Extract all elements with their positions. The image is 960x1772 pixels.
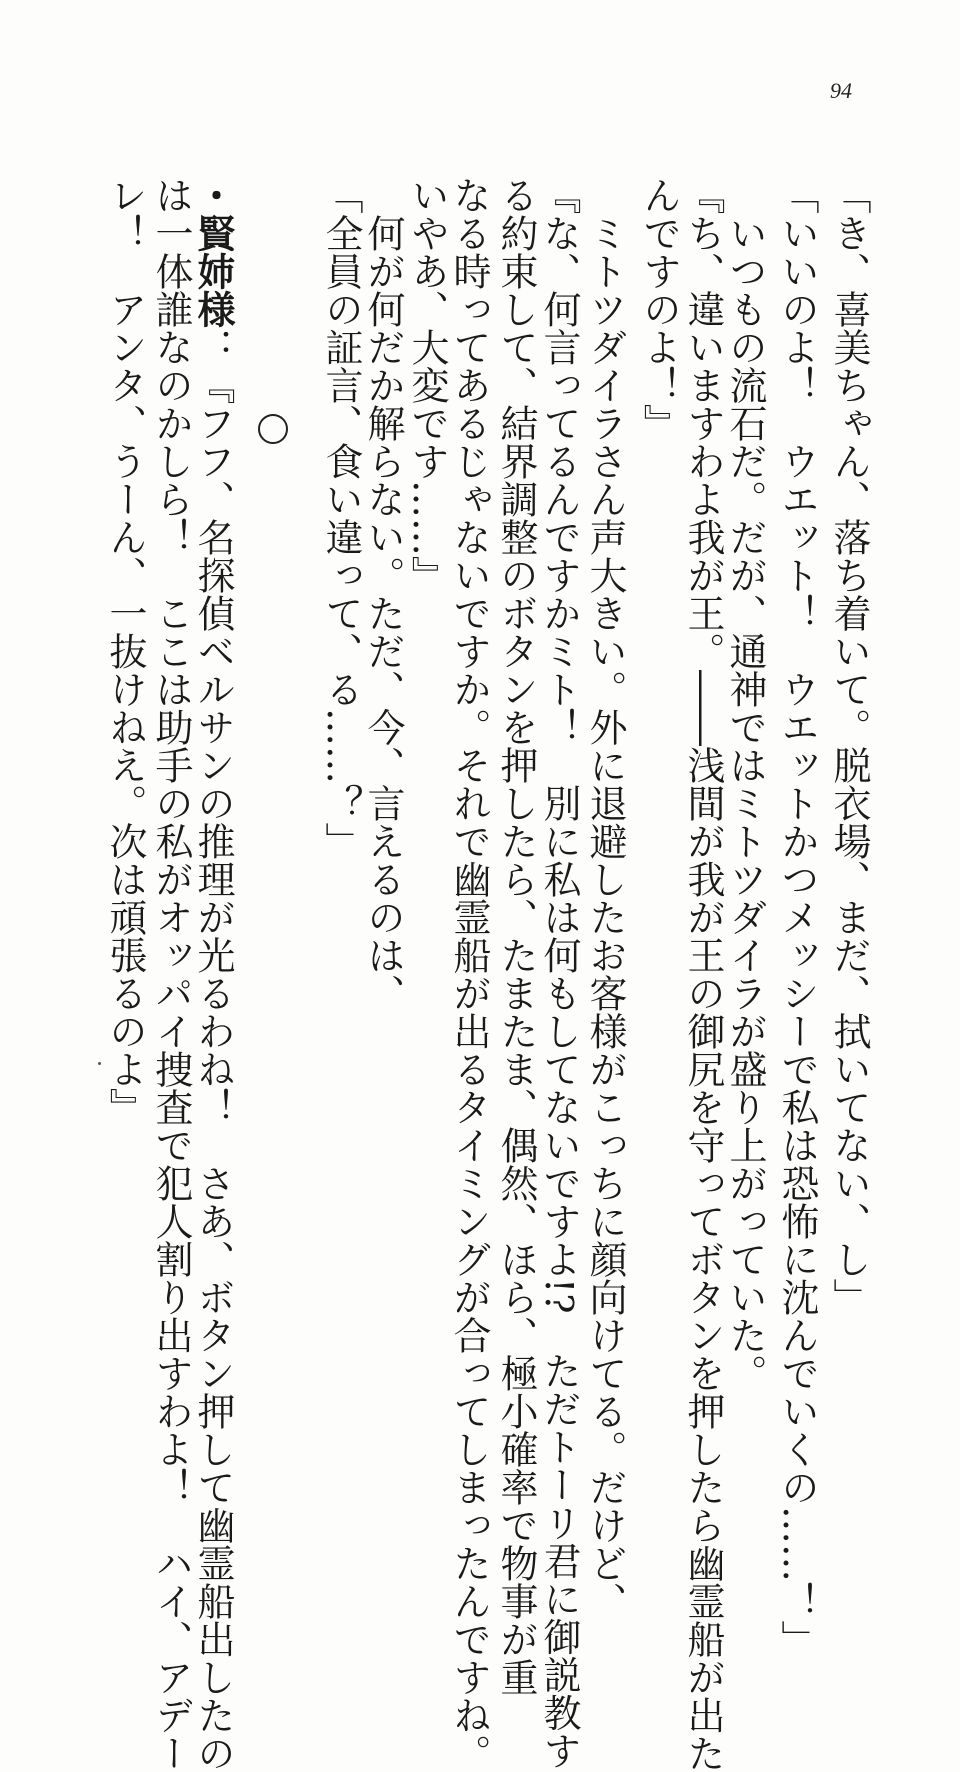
text-line: 「き、喜美ちゃん、落ち着いて。脱衣場、まだ、拭いてない、し」	[827, 176, 871, 1316]
text-line: んですのよ！』	[637, 176, 681, 442]
speaker-name: ・賢姉様	[191, 176, 236, 328]
text-line: 何が何だか解らない。ただ、今、言えるのは、	[361, 214, 405, 1012]
speaker-text: ：『フフ、名探偵ベルサンの推理が光るわね！ さあ、ボタン押して幽霊船出したの	[191, 328, 235, 1772]
text-line: 「全員の証言、食い違って、る……？」	[319, 176, 363, 860]
text-line: 「いいのよ！ ウエット！ ウエットかつメッシーで私は恐怖に沈んでいくの……！」	[775, 176, 819, 1658]
text-line: レ！ アンタ、うーん、一抜けねえ。次は頑張るのよ』	[103, 176, 147, 1126]
scene-break-circle	[258, 414, 288, 444]
scan-speck	[98, 1062, 101, 1065]
text-line: 『な、何言ってるんですかミト！ 別に私は何もしてないですよ!? ただトーリ君に御説教す	[537, 176, 581, 1770]
text-line: 『ち、違いますわよ我が王。――浅間が我が王の御尻を守ってボタンを押したら幽霊船が出た	[681, 176, 725, 1772]
speaker-line	[190, 176, 236, 1772]
page-number: 94	[830, 78, 852, 103]
text-line: る約束して、結界調整のボタンを押したら、たまたま、偶然、ほら、極小確率で物事が重	[494, 176, 538, 1696]
text-line: いやあ、大変です……』	[405, 176, 449, 594]
text-line: なる時ってあるじゃないですか。それで幽霊船が出るタイミングが合ってしまったんですね。	[447, 176, 491, 1772]
text-line: ミトツダイラさん声大きい。外に退避したお客様がこっちに顔向けてる。だけど、	[583, 214, 627, 1620]
text-line: は一体誰なのかしら！ ここは助手の私がオッパイ捜査で犯人割り出すわよ！ ハイ、アデー	[149, 176, 193, 1772]
text-line: いつもの流石だ。だが、通神ではミトツダイラが盛り上がっていた。	[723, 214, 767, 1392]
